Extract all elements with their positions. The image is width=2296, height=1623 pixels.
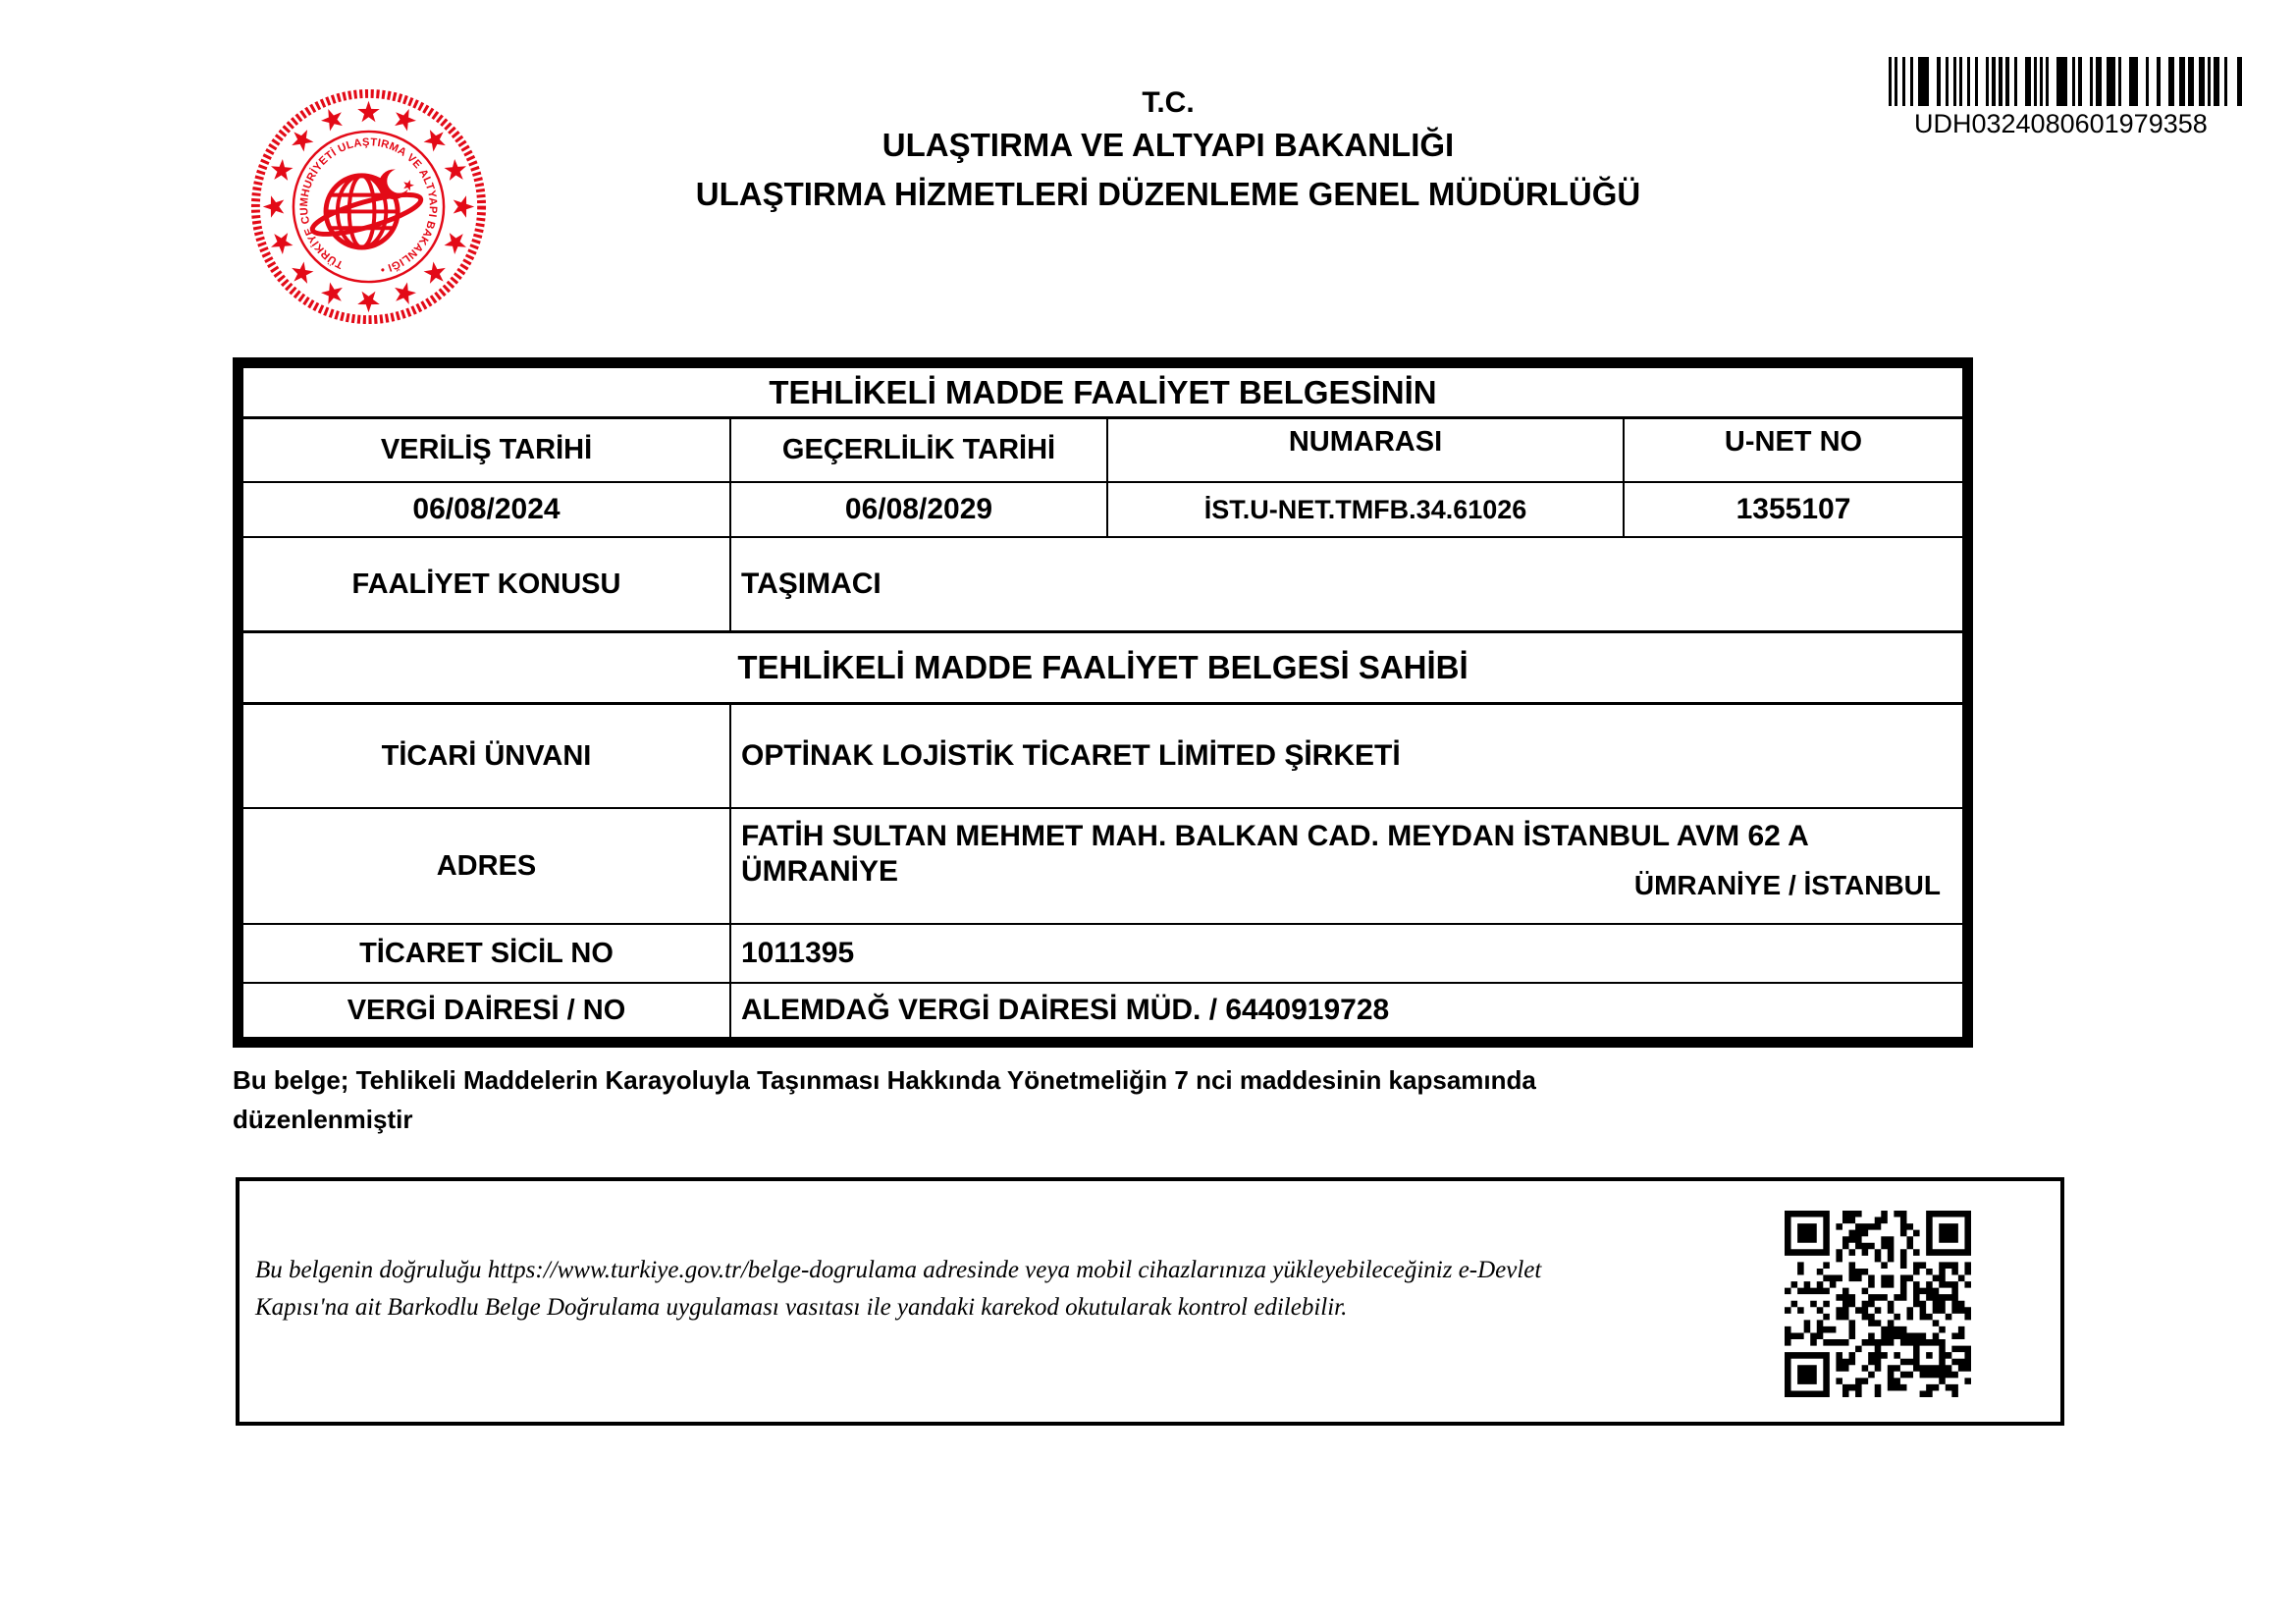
sicil-value: 1011395 <box>729 925 1962 982</box>
verification-line2: Kapısı'na ait Barkodlu Belge Doğrulama uygulaması vasıtası ile yandaki karekod okutularak kontrol edilebilir. <box>255 1294 1348 1321</box>
faaliyet-label: FAALİYET KONUSU <box>351 568 621 600</box>
verification-line1: Bu belgenin doğruluğu https://www.turkiye.gov.tr/belge-dogrulama adresinde veya mobil cihazlarınıza yükleyebileceğiniz e-Devlet <box>255 1257 1542 1283</box>
header-directorate: ULAŞTIRMA HİZMETLERİ DÜZENLEME GENEL MÜDÜRLÜĞÜ <box>695 176 1641 212</box>
sicil-row <box>243 923 1962 982</box>
adres-line2: ÜMRANİYE <box>741 855 899 888</box>
header-ministry: ULAŞTIRMA VE ALTYAPI BAKANLIĞI <box>881 127 1455 163</box>
seal-inner-ring-icon <box>294 132 444 282</box>
vergi-value: ALEMDAĞ VERGİ DAİRESİ MÜD. / 6440919728 <box>729 984 1962 1037</box>
table-values-row <box>243 481 1962 536</box>
note-line2: düzenlenmiştir <box>233 1105 413 1134</box>
owner-title: TEHLİKELİ MADDE FAALİYET BELGESİ SAHİBİ <box>737 649 1468 685</box>
col-header-verilis: VERİLİŞ TARİHİ <box>380 434 593 465</box>
header-tc: T.C. <box>1142 86 1195 119</box>
value-numarasi: İST.U-NET.TMFB.34.61026 <box>1106 483 1623 536</box>
seal-rope-ring-icon <box>255 93 481 319</box>
vergi-label: VERGİ DAİRESİ / NO <box>347 994 626 1026</box>
vergi-row <box>243 982 1962 1037</box>
document-header <box>530 86 1806 212</box>
barcode-icon <box>1889 57 2242 106</box>
faaliyet-value: TAŞIMACI <box>729 538 1962 630</box>
value-unet: 1355107 <box>1623 483 1962 536</box>
certificate-title: TEHLİKELİ MADDE FAALİYET BELGESİNİN <box>769 373 1437 410</box>
table-header-row <box>243 416 1962 481</box>
ticari-row <box>243 702 1962 807</box>
col-header-unet: U-NET NO <box>1623 419 1962 481</box>
seal-ring-text: TÜRKİYE CUMHURİYETİ ULAŞTIRMA VE ALTYAPI BAKANLIĞI • <box>298 136 439 276</box>
qr-code-icon <box>1785 1211 1971 1397</box>
adres-value-cell <box>729 809 1962 923</box>
ticari-value: OPTİNAK LOJİSTİK TİCARET LİMİTED ŞİRKETİ <box>729 705 1962 807</box>
owner-title-row <box>243 630 1962 702</box>
adres-district: ÜMRANİYE / İSTANBUL <box>1633 870 1941 900</box>
value-gecerlilik: 06/08/2029 <box>729 483 1106 536</box>
certificate-table <box>233 357 1973 1048</box>
barcode-label: UDH0324080601979358 <box>1914 109 2208 138</box>
verification-box <box>236 1177 2064 1426</box>
col-header-numarasi: NUMARASI <box>1106 419 1623 481</box>
adres-line1: FATİH SULTAN MEHMET MAH. BALKAN CAD. MEYDAN İSTANBUL AVM 62 A <box>741 820 1809 852</box>
adres-label: ADRES <box>436 849 537 882</box>
table-title-row <box>243 368 1962 416</box>
value-verilis: 06/08/2024 <box>412 493 561 525</box>
note-line1: Bu belge; Tehlikeli Maddelerin Karayoluyla Taşınması Hakkında Yönetmeliğin 7 nci maddesinin kapsamında <box>233 1065 1536 1095</box>
adres-row <box>243 807 1962 923</box>
ticari-label: TİCARİ ÜNVANI <box>381 739 592 772</box>
verification-text <box>255 1252 1541 1326</box>
faaliyet-row <box>243 536 1962 630</box>
regulation-note <box>233 1060 1536 1139</box>
barcode <box>1889 57 2244 139</box>
ministry-seal <box>247 85 490 328</box>
sicil-label: TİCARET SİCİL NO <box>359 937 614 969</box>
col-header-gecerlilik: GEÇERLİLİK TARİHİ <box>729 419 1106 481</box>
